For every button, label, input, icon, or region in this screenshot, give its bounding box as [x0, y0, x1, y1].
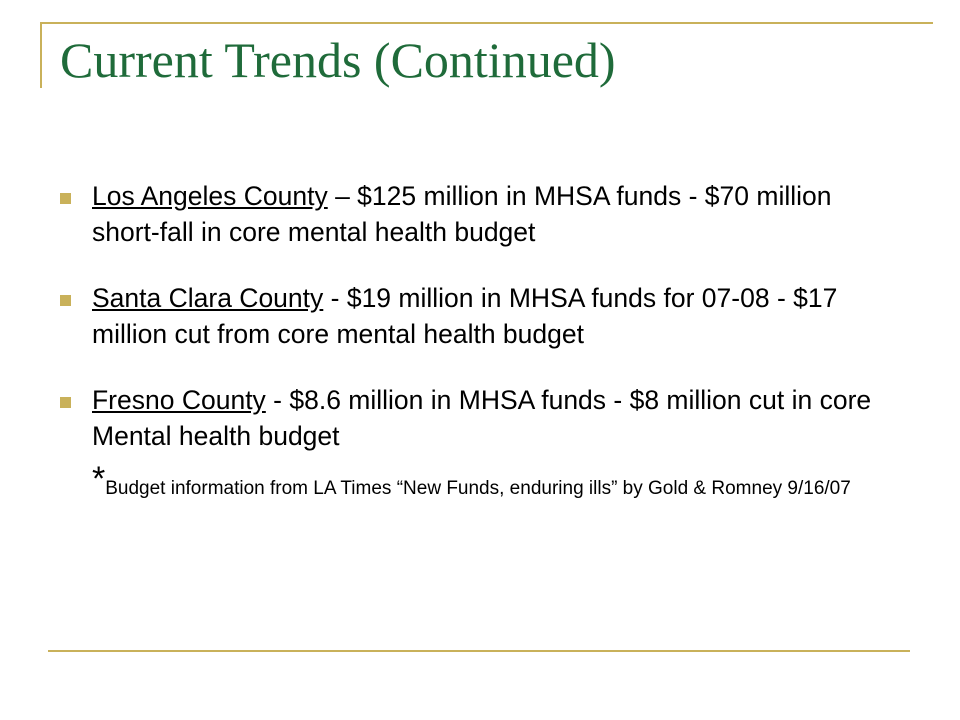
county-name: Fresno County — [92, 385, 266, 415]
left-rule — [40, 22, 42, 88]
bullet-item-los-angeles — [60, 178, 900, 250]
county-name: Los Angeles County — [92, 181, 328, 211]
slide-title: Current Trends (Continued) — [60, 32, 616, 88]
footnote — [92, 462, 900, 507]
bottom-rule — [48, 650, 910, 652]
county-name: Santa Clara County — [92, 283, 324, 313]
footnote-text: Budget information from LA Times “New Funds, enduring ills” by Gold & Romney 9/16/07 — [105, 478, 851, 499]
bullet-item-fresno — [60, 382, 900, 507]
bullet-item-santa-clara — [60, 280, 900, 352]
bullet-text: – $125 million in MHSA funds - $70 million short-fall in core mental health budget — [92, 181, 832, 247]
square-bullet-icon — [60, 193, 71, 204]
square-bullet-icon — [60, 295, 71, 306]
bullet-list — [60, 178, 900, 537]
top-rule — [40, 22, 933, 24]
bullet-text: - $19 million in MHSA funds for 07-08 - $17 million cut from core mental health budget — [92, 283, 838, 349]
square-bullet-icon — [60, 397, 71, 408]
bullet-text: - $8.6 million in MHSA funds - $8 million cut in core Mental health budget — [92, 385, 872, 451]
footnote-marker: * — [92, 460, 106, 498]
